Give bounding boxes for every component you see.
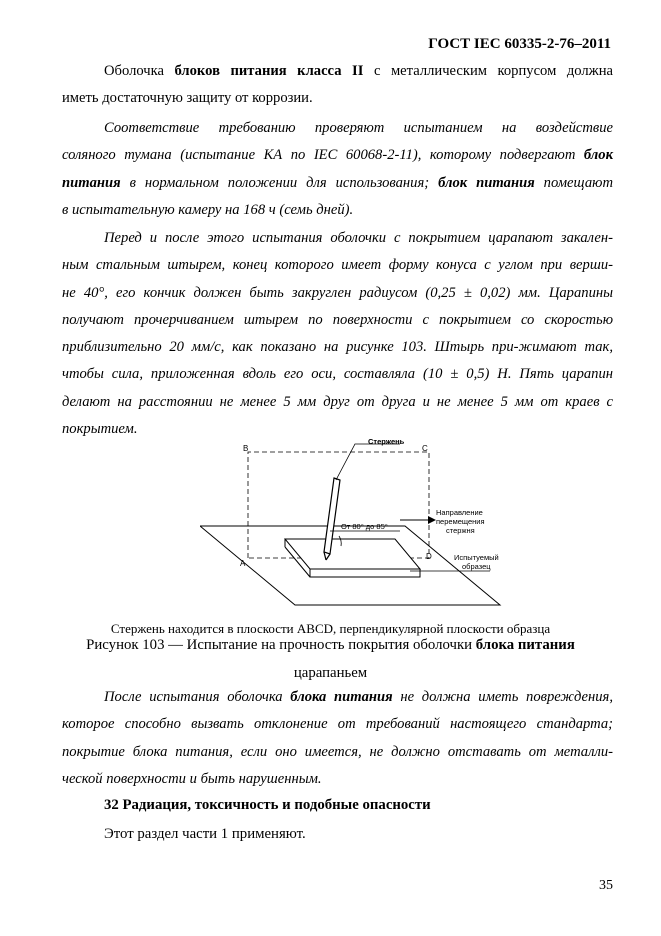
- label-sample: Испытуемый: [454, 553, 499, 562]
- text-line: чтобы сила, приложенная вдоль его оси, составляла (10 ± 0,5) Н. Пять царапин: [62, 366, 613, 383]
- section-text: Этот раздел части 1 применяют.: [104, 826, 306, 842]
- figure-caption-continued: царапаньем: [293, 665, 368, 681]
- text-line: приблизительно 20 мм/с, как показано на рисунке 103. Штырь при-жимают так,: [62, 339, 613, 356]
- text-line: покрытие блока питания, если оно имеется, не должно отставать от металли-: [62, 743, 613, 760]
- text-line: Перед и после этого испытания оболочки с покрытием царапают закален-: [104, 230, 613, 246]
- text-line: ным стальным штырем, конец которого имеет форму конуса с углом при верши-: [62, 257, 613, 274]
- section-heading: 32 Радиация, токсичность и подобные опасности: [104, 797, 431, 813]
- text-line: не 40°, его кончик должен быть закруглен радиусом (0,25 ± 0,02) мм. Царапины: [62, 284, 613, 301]
- paragraph-scratch-test: [62, 225, 613, 443]
- text-line: которое способно вызвать отклонение от требований настоящего стандарта;: [62, 716, 613, 733]
- text-line: ческой поверхности и быть нарушенным.: [62, 770, 322, 787]
- figure-note: Стержень находится в плоскости ABCD, перпендикулярной плоскости образца: [110, 621, 551, 636]
- text-line: покрытием.: [62, 421, 138, 438]
- label-a: A: [240, 559, 246, 568]
- figure-caption: Рисунок 103 — Испытание на прочность покрытия оболочки блока питания: [86, 637, 575, 653]
- rod-leader: [336, 444, 400, 480]
- text-line: в испытательную камеру на 168 ч (семь дней).: [62, 201, 354, 218]
- page-number: 35: [599, 878, 613, 893]
- text-line: делают на расстоянии не менее 5 мм друг от друга и не менее 5 мм от краев с: [62, 393, 613, 410]
- text-line: Оболочка блоков питания класса II с металлическим корпусом должна: [104, 63, 614, 79]
- test-sample-front: [310, 569, 420, 577]
- label-b: B: [243, 444, 249, 453]
- paragraph-after-test: [62, 684, 613, 793]
- test-sample-top: [285, 539, 420, 569]
- paragraph-enclosure: [62, 58, 613, 113]
- label-angle: От 80° до 85°: [341, 522, 388, 531]
- label-d: D: [426, 552, 432, 561]
- text-line: соляного тумана (испытание КА по IEC 60068-2-11), которому подвергают блок: [62, 147, 613, 164]
- label-rod: Стержень: [368, 437, 405, 446]
- label-c: C: [422, 444, 428, 453]
- label-direction: перемещения: [436, 517, 485, 526]
- label-direction: Направление: [436, 508, 483, 517]
- standard-header: ГОСТ IEC 60335-2-76–2011: [428, 36, 611, 52]
- arrow-head-icon: [428, 516, 436, 524]
- text-line: иметь достаточную защиту от коррозии.: [62, 90, 313, 107]
- text-line: После испытания оболочка блока питания не должна иметь повреждения,: [104, 689, 613, 705]
- text-line: получают прочерчиванием штырем по поверхности с покрытием со скоростью: [62, 311, 613, 328]
- label-direction: стержня: [446, 526, 475, 535]
- text-line: Соответствие требованию проверяют испытанием на воздействие: [104, 120, 613, 136]
- label-sample: образец: [462, 562, 491, 571]
- text-line: питания в нормальном положении для использования; блок питания помещают: [62, 174, 614, 191]
- paragraph-compliance: [62, 115, 613, 224]
- figure-103-scratch-test: [200, 436, 540, 612]
